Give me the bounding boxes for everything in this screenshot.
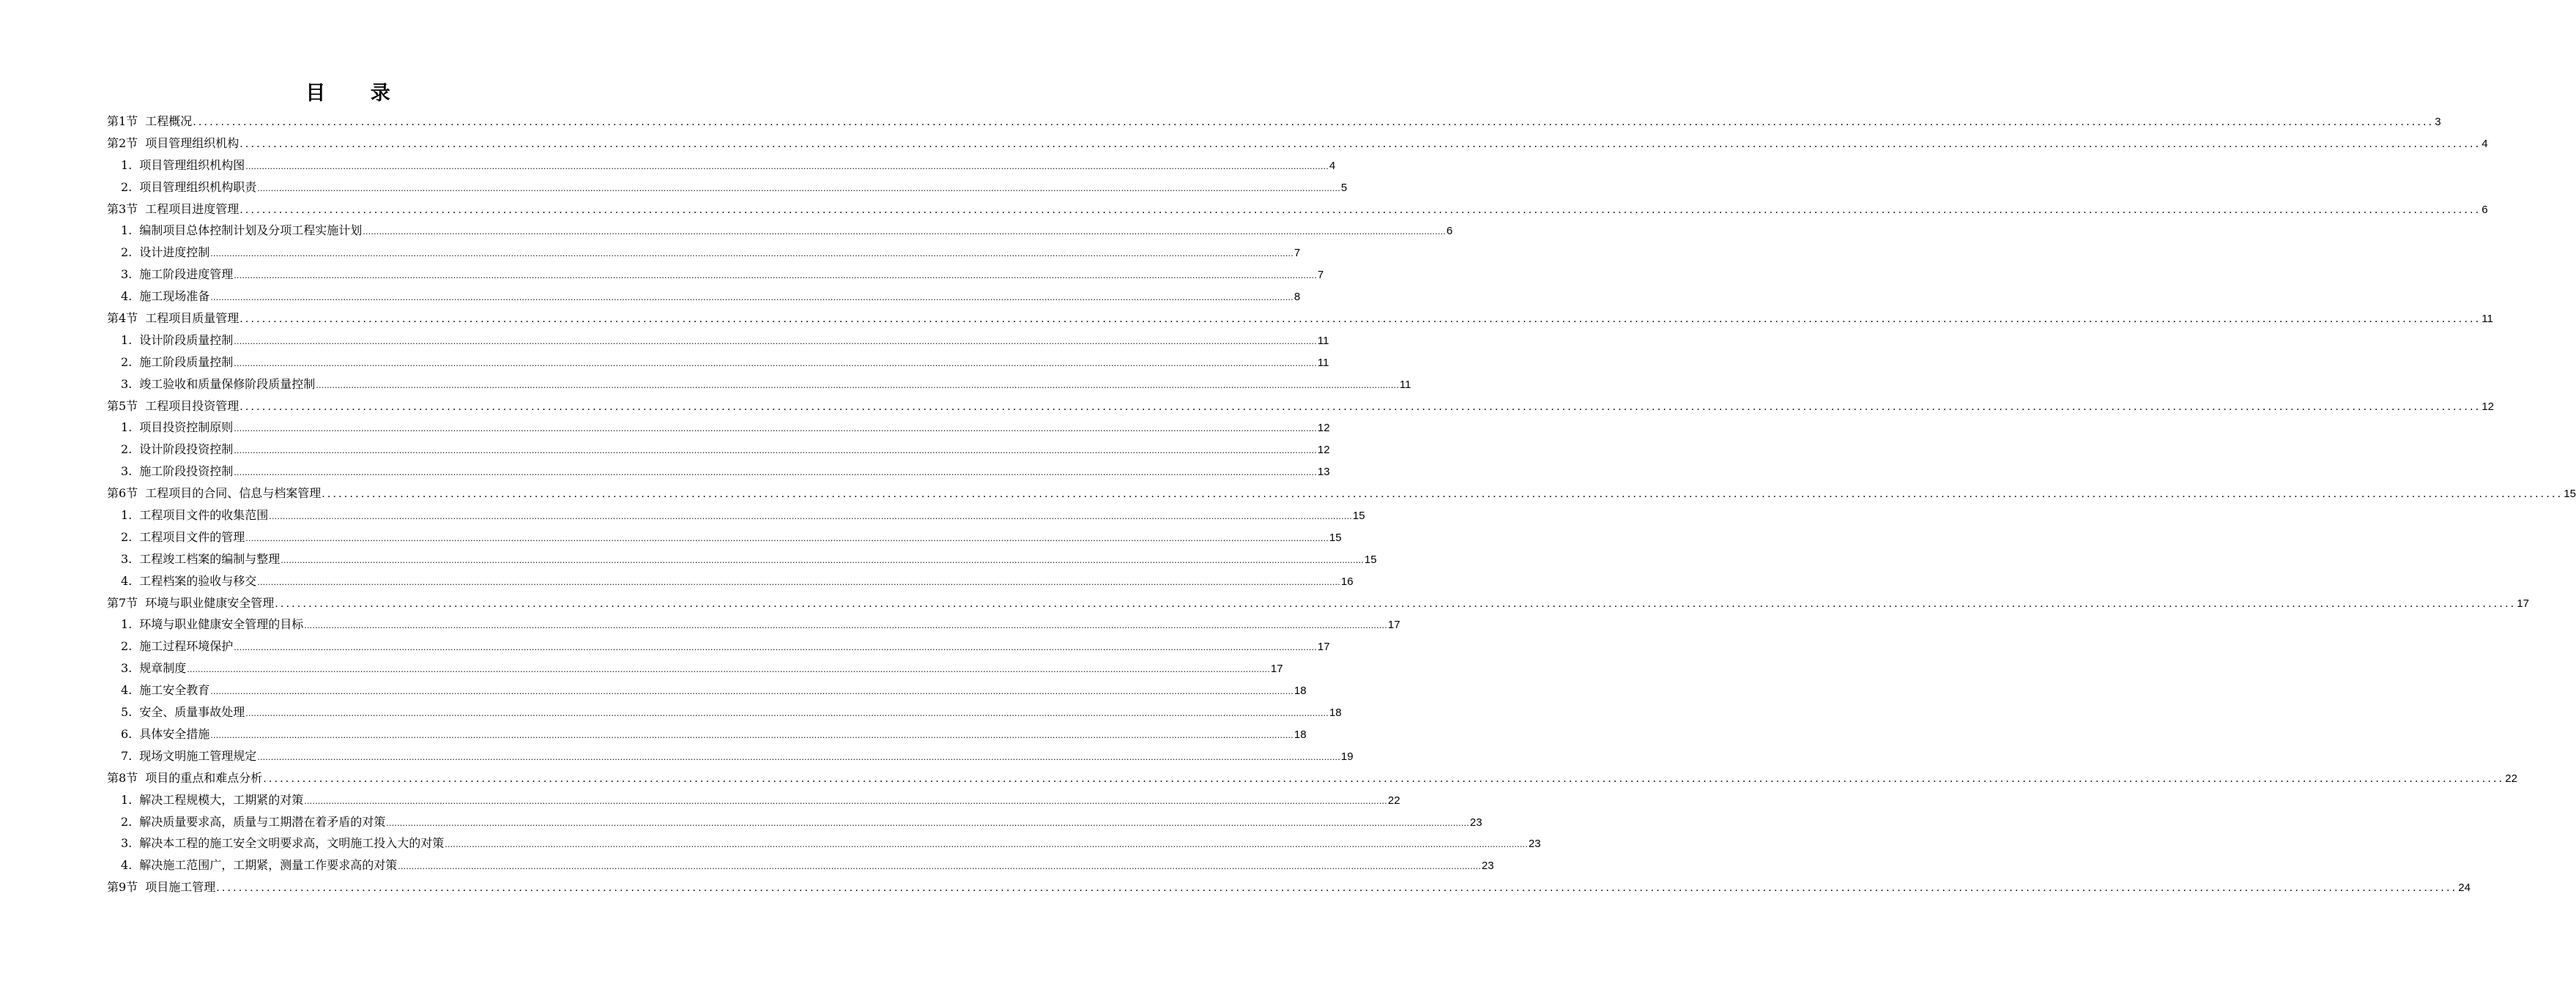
toc-entry-text: 施工阶段投资控制 — [139, 464, 234, 479]
toc-subsection-entry[interactable] — [107, 832, 1541, 854]
dot-leader: ................................................................................................................................................................................................................................................................................................................................................................................................................ — [445, 840, 1528, 850]
toc-entry-number: 1. — [121, 420, 133, 435]
toc-entry-text: 规章制度 — [139, 661, 187, 676]
toc-entry-text: 工程项目质量管理 — [145, 311, 240, 326]
toc-page-number: 22 — [2505, 772, 2517, 785]
toc-entry-text: 安全、质量事故处理 — [139, 705, 245, 720]
toc-page-number: 15 — [2564, 488, 2576, 501]
toc-page-number: 7 — [1293, 247, 1301, 260]
toc-section-entry[interactable] — [107, 876, 2471, 898]
dot-leader: ................................................................................................................................................................................................................................................................................................................................................................................................................ — [240, 400, 2482, 413]
toc-entry-number: 4. — [121, 858, 133, 873]
toc-entry-number: 1. — [121, 617, 133, 632]
dot-leader: ................................................................................................................................................................................................................................................................................................................................................................................................................ — [316, 380, 1399, 390]
dot-leader: ................................................................................................................................................................................................................................................................................................................................................................................................................ — [245, 161, 1329, 171]
dot-leader: ................................................................................................................................................................................................................................................................................................................................................................................................................ — [240, 313, 2482, 326]
toc-page-number: 15 — [1329, 531, 1342, 544]
toc-entry-text: 解决工程规模大，工期紧的对策 — [139, 792, 304, 807]
toc-page-number: 23 — [1528, 838, 1541, 851]
toc-entry-text: 解决施工范围广，工期紧，测量工作要求高的对策 — [139, 858, 398, 873]
toc-subsection-entry[interactable] — [107, 526, 1342, 548]
toc-entry-number: 第3节 — [107, 201, 138, 216]
dot-leader: ................................................................................................................................................................................................................................................................................................................................................................................................................ — [269, 512, 1352, 522]
toc-entry-label — [107, 308, 239, 329]
dot-leader: ................................................................................................................................................................................................................................................................................................................................................................................................................ — [281, 555, 1364, 565]
toc-entry-label — [107, 876, 215, 898]
toc-section-entry[interactable] — [107, 395, 2494, 417]
dot-leader: ................................................................................................................................................................................................................................................................................................................................................................................................................ — [234, 358, 1317, 368]
dot-leader: ................................................................................................................................................................................................................................................................................................................................................................................................................ — [234, 446, 1317, 456]
toc-entry-number: 3. — [121, 267, 133, 282]
dot-leader: ................................................................................................................................................................................................................................................................................................................................................................................................................ — [234, 468, 1317, 478]
toc-subsection-entry[interactable] — [107, 679, 1307, 701]
page-title: 目 录 — [305, 82, 409, 105]
toc-page-number: 5 — [1340, 181, 1348, 194]
toc-page-number: 23 — [1469, 816, 1482, 829]
toc-entry-label — [121, 636, 233, 657]
toc-entry-number: 第1节 — [107, 114, 138, 128]
toc-subsection-entry[interactable] — [107, 220, 1453, 242]
toc-entry-label — [107, 482, 321, 504]
toc-entry-number: 3. — [121, 661, 133, 676]
toc-entry-label — [121, 745, 256, 767]
toc-entry-label — [121, 614, 303, 636]
toc-subsection-entry[interactable] — [107, 373, 1411, 395]
toc-entry-label — [121, 789, 303, 811]
toc-entry-text: 竣工验收和质量保修阶段质量控制 — [139, 376, 316, 391]
toc-entry-label — [107, 133, 239, 154]
dot-leader: ................................................................................................................................................................................................................................................................................................................................................................................................................ — [234, 424, 1317, 434]
toc-entry-label — [121, 657, 186, 679]
dot-leader: ................................................................................................................................................................................................................................................................................................................................................................................................................ — [386, 818, 1469, 828]
dot-leader: ................................................................................................................................................................................................................................................................................................................................................................................................................ — [210, 293, 1293, 303]
toc-section-entry[interactable] — [107, 482, 2576, 504]
dot-leader: ................................................................................................................................................................................................................................................................................................................................................................................................................ — [245, 709, 1329, 719]
dot-leader: ................................................................................................................................................................................................................................................................................................................................................................................................................ — [240, 138, 2482, 150]
dot-leader: ................................................................................................................................................................................................................................................................................................................................................................................................................ — [234, 336, 1317, 346]
toc-subsection-entry[interactable] — [107, 264, 1324, 286]
toc-page-number: 6 — [2482, 203, 2488, 216]
toc-entry-number: 第4节 — [107, 311, 138, 326]
toc-subsection-entry[interactable] — [107, 329, 1329, 351]
toc-entry-number: 第7节 — [107, 595, 138, 610]
toc-page-number: 3 — [2435, 116, 2441, 128]
toc-entry-label — [121, 373, 315, 395]
toc-entry-text: 工程项目的合同、信息与档案管理 — [145, 486, 322, 501]
toc-section-entry[interactable] — [107, 767, 2517, 789]
toc-subsection-entry[interactable] — [107, 701, 1342, 723]
dot-leader: ................................................................................................................................................................................................................................................................................................................................................................................................................ — [275, 597, 2517, 610]
toc-entry-text: 设计阶段投资控制 — [139, 442, 234, 457]
toc-entry-text: 项目施工管理 — [145, 880, 216, 895]
toc-entry-number: 2. — [121, 354, 133, 369]
toc-page-number: 4 — [1329, 159, 1336, 172]
toc-page-number: 11 — [2482, 313, 2493, 326]
toc-page-number: 17 — [2517, 597, 2529, 610]
toc-page-number: 11 — [1317, 356, 1329, 369]
toc-entry-label — [107, 767, 262, 789]
toc-entry-number: 5. — [121, 705, 133, 720]
toc-entry-label — [121, 439, 233, 461]
toc-entry-number: 2. — [121, 529, 133, 544]
toc-subsection-entry[interactable] — [107, 154, 1336, 176]
toc-entry-text: 工程项目文件的收集范围 — [139, 508, 269, 523]
toc-entry-text: 项目管理组织机构图 — [139, 157, 245, 172]
toc-entry-label — [107, 198, 239, 220]
toc-entry-label — [121, 526, 245, 548]
toc-page-number: 23 — [1481, 860, 1494, 873]
toc-entry-label — [121, 723, 209, 745]
toc-section-entry[interactable] — [107, 198, 2488, 220]
toc-entry-label — [121, 701, 245, 723]
toc-entry-text: 项目管理组织机构 — [145, 135, 240, 150]
toc-entry-text: 项目投资控制原则 — [139, 420, 234, 435]
dot-leader: ................................................................................................................................................................................................................................................................................................................................................................................................................ — [193, 116, 2435, 128]
toc-entry-text: 环境与职业健康安全管理 — [145, 595, 275, 610]
toc-list — [107, 111, 2576, 898]
toc-subsection-entry[interactable] — [107, 176, 1348, 198]
toc-section-entry[interactable] — [107, 592, 2529, 614]
toc-entry-number: 6. — [121, 726, 133, 741]
dot-leader: ................................................................................................................................................................................................................................................................................................................................................................................................................ — [210, 687, 1293, 697]
dot-leader: ................................................................................................................................................................................................................................................................................................................................................................................................................ — [210, 730, 1293, 740]
toc-subsection-entry[interactable] — [107, 504, 1365, 526]
toc-subsection-entry[interactable] — [107, 723, 1307, 745]
toc-entry-number: 4. — [121, 289, 133, 304]
toc-page-number: 24 — [2458, 881, 2471, 895]
toc-subsection-entry[interactable] — [107, 351, 1329, 373]
toc-page-number: 16 — [1340, 575, 1354, 588]
toc-entry-text: 工程竣工档案的编制与整理 — [139, 551, 281, 566]
toc-entry-text: 项目的重点和难点分析 — [145, 770, 263, 785]
toc-page-number: 12 — [2482, 400, 2494, 413]
toc-entry-label — [121, 286, 209, 308]
toc-entry-label — [121, 220, 362, 242]
toc-entry-number: 3. — [121, 836, 133, 851]
toc-entry-number: 1. — [121, 332, 133, 347]
toc-page-number: 13 — [1317, 466, 1330, 479]
toc-page-number: 8 — [1293, 291, 1301, 304]
dot-leader: ................................................................................................................................................................................................................................................................................................................................................................................................................ — [187, 665, 1270, 675]
toc-entry-number: 1. — [121, 792, 133, 807]
toc-entry-text: 环境与职业健康安全管理的目标 — [139, 617, 304, 632]
toc-entry-number: 3. — [121, 376, 133, 391]
toc-entry-label — [121, 351, 233, 373]
toc-entry-text: 施工过程环境保护 — [139, 639, 234, 654]
toc-entry-text: 现场文明施工管理规定 — [139, 748, 257, 763]
dot-leader: ................................................................................................................................................................................................................................................................................................................................................................................................................ — [257, 752, 1340, 762]
toc-entry-number: 第8节 — [107, 770, 138, 785]
toc-subsection-entry[interactable] — [107, 854, 1494, 876]
toc-page-number: 4 — [2482, 137, 2488, 150]
toc-subsection-entry[interactable] — [107, 745, 1354, 767]
toc-entry-text: 工程项目进度管理 — [145, 201, 240, 216]
toc-entry-number: 第9节 — [107, 880, 138, 895]
toc-entry-text: 工程概况 — [145, 114, 193, 128]
dot-leader: ................................................................................................................................................................................................................................................................................................................................................................................................................ — [322, 488, 2564, 501]
toc-entry-label — [121, 548, 280, 570]
toc-page-number: 18 — [1329, 707, 1342, 720]
dot-leader: ................................................................................................................................................................................................................................................................................................................................................................................................................ — [263, 772, 2505, 785]
dot-leader: ................................................................................................................................................................................................................................................................................................................................................................................................................ — [210, 249, 1293, 259]
toc-entry-text: 设计进度控制 — [139, 245, 210, 260]
toc-page-number: 15 — [1352, 510, 1365, 523]
toc-entry-number: 第6节 — [107, 486, 138, 501]
toc-entry-label — [121, 264, 233, 286]
toc-page-number: 11 — [1399, 378, 1411, 391]
dot-leader: ................................................................................................................................................................................................................................................................................................................................................................................................................ — [234, 271, 1317, 281]
toc-entry-label — [121, 832, 444, 854]
toc-subsection-entry[interactable] — [107, 614, 1400, 636]
toc-subsection-entry[interactable] — [107, 548, 1377, 570]
dot-leader: ................................................................................................................................................................................................................................................................................................................................................................................................................ — [304, 621, 1387, 631]
toc-entry-label — [107, 592, 274, 614]
dot-leader: ................................................................................................................................................................................................................................................................................................................................................................................................................ — [363, 227, 1446, 237]
toc-entry-label — [121, 679, 209, 701]
toc-entry-label — [121, 504, 268, 526]
dot-leader: ................................................................................................................................................................................................................................................................................................................................................................................................................ — [257, 183, 1340, 193]
toc-entry-number: 3. — [121, 464, 133, 479]
toc-entry-label — [121, 811, 385, 833]
dot-leader: ................................................................................................................................................................................................................................................................................................................................................................................................................ — [245, 533, 1329, 543]
toc-page-number: 18 — [1293, 685, 1307, 698]
toc-page-number: 15 — [1364, 553, 1377, 566]
dot-leader: ................................................................................................................................................................................................................................................................................................................................................................................................................ — [257, 577, 1340, 587]
toc-entry-text: 解决质量要求高，质量与工期潜在着矛盾的对策 — [139, 814, 386, 829]
toc-page-number: 17 — [1270, 663, 1283, 676]
toc-entry-number: 2. — [121, 639, 133, 654]
toc-subsection-entry[interactable] — [107, 789, 1400, 811]
toc-page-number: 18 — [1293, 728, 1307, 741]
toc-subsection-entry[interactable] — [107, 242, 1301, 264]
toc-subsection-entry[interactable] — [107, 811, 1482, 833]
toc-page-number: 17 — [1387, 619, 1400, 632]
toc-entry-number: 1. — [121, 223, 133, 238]
toc-page-number: 11 — [1317, 334, 1329, 347]
toc-entry-label — [121, 417, 233, 439]
toc-entry-text: 工程项目文件的管理 — [139, 529, 245, 544]
toc-subsection-entry[interactable] — [107, 461, 1330, 482]
toc-entry-label — [107, 395, 239, 417]
toc-subsection-entry[interactable] — [107, 286, 1301, 308]
toc-entry-number: 1. — [121, 508, 133, 523]
toc-page-number: 19 — [1340, 750, 1354, 763]
toc-page-number: 7 — [1317, 269, 1324, 282]
toc-page-number: 22 — [1387, 794, 1400, 807]
toc-entry-label — [121, 854, 397, 876]
toc-entry-number: 第2节 — [107, 135, 138, 150]
toc-entry-text: 施工阶段质量控制 — [139, 354, 234, 369]
toc-page-number: 12 — [1317, 444, 1330, 457]
dot-leader: ................................................................................................................................................................................................................................................................................................................................................................................................................ — [304, 796, 1387, 806]
toc-entry-number: 4. — [121, 573, 133, 588]
toc-subsection-entry[interactable] — [107, 439, 1330, 461]
toc-entry-label — [107, 111, 192, 133]
toc-entry-text: 施工安全教育 — [139, 683, 210, 698]
toc-entry-label — [121, 242, 209, 264]
toc-entry-text: 施工阶段进度管理 — [139, 267, 234, 282]
toc-entry-label — [121, 176, 256, 198]
toc-entry-label — [121, 570, 256, 592]
toc-subsection-entry[interactable] — [107, 657, 1283, 679]
toc-entry-number: 2. — [121, 245, 133, 260]
toc-subsection-entry[interactable] — [107, 636, 1330, 657]
dot-leader: ................................................................................................................................................................................................................................................................................................................................................................................................................ — [398, 862, 1481, 872]
toc-page-number: 6 — [1446, 225, 1453, 238]
toc-entry-text: 具体安全措施 — [139, 726, 210, 741]
toc-entry-text: 工程档案的验收与移交 — [139, 573, 257, 588]
toc-section-entry[interactable] — [107, 308, 2493, 329]
dot-leader: ................................................................................................................................................................................................................................................................................................................................................................................................................ — [216, 882, 2458, 895]
toc-subsection-entry[interactable] — [107, 570, 1354, 592]
toc-entry-number: 7. — [121, 748, 133, 763]
toc-entry-label — [121, 329, 233, 351]
toc-entry-text: 施工现场准备 — [139, 289, 210, 304]
toc-page-number: 12 — [1317, 422, 1330, 435]
toc-entry-text: 解决本工程的施工安全文明要求高，文明施工投入大的对策 — [139, 836, 445, 851]
toc-subsection-entry[interactable] — [107, 417, 1330, 439]
toc-entry-number: 2. — [121, 442, 133, 457]
toc-entry-text: 工程项目投资管理 — [145, 398, 240, 413]
toc-entry-text: 编制项目总体控制计划及分项工程实施计划 — [139, 223, 363, 238]
toc-entry-number: 2. — [121, 179, 133, 194]
toc-entry-text: 设计阶段质量控制 — [139, 332, 234, 347]
toc-entry-label — [121, 461, 233, 482]
toc-page-number: 17 — [1317, 641, 1330, 654]
toc-entry-label — [121, 154, 245, 176]
toc-entry-text: 项目管理组织机构职责 — [139, 179, 257, 194]
toc-section-entry[interactable] — [107, 111, 2441, 133]
toc-entry-number: 第5节 — [107, 398, 138, 413]
dot-leader: ................................................................................................................................................................................................................................................................................................................................................................................................................ — [234, 643, 1317, 653]
toc-entry-number: 2. — [121, 814, 133, 829]
toc-entry-number: 3. — [121, 551, 133, 566]
toc-section-entry[interactable] — [107, 133, 2488, 154]
dot-leader: ................................................................................................................................................................................................................................................................................................................................................................................................................ — [240, 204, 2482, 216]
toc-entry-number: 4. — [121, 683, 133, 698]
toc-entry-number: 1. — [121, 157, 133, 172]
